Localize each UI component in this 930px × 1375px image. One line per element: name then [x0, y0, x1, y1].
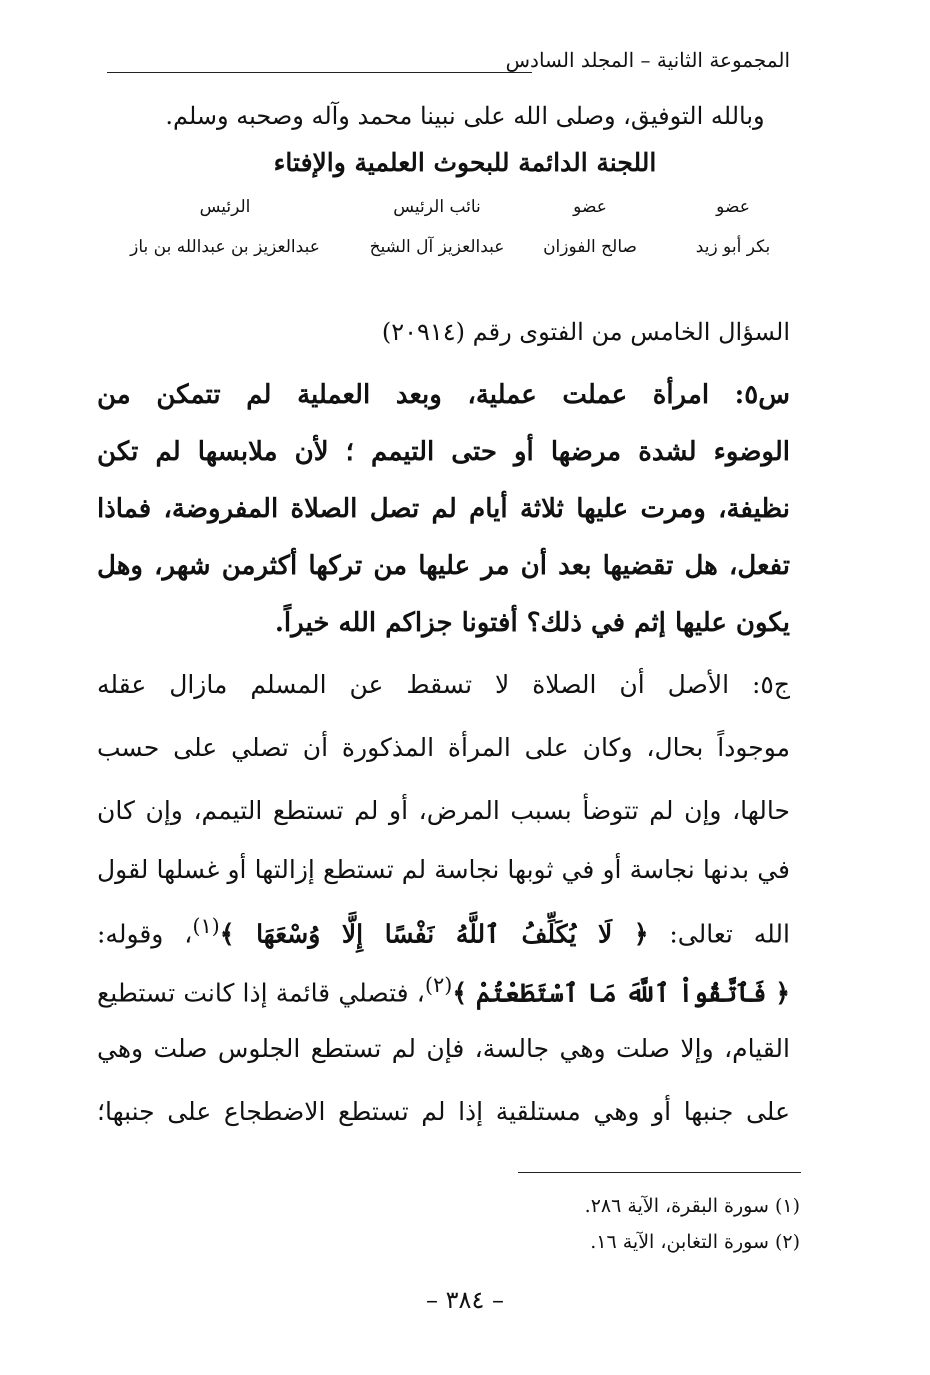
question-line: يكون عليها إثم في ذلك؟ أفتونا جزاكم الله خيراً. — [274, 608, 790, 638]
closing-line: وبالله التوفيق، وصلى الله على نبينا محمد وآله وصحبه وسلم. — [165, 102, 765, 130]
signatory-name: بكر أبو زيد — [695, 237, 771, 257]
answer-line: القيام، وإلا صلت وهي جالسة، فإن لم تستطع الجلوس صلت وهي — [97, 1034, 790, 1063]
committee-title: اللجنة الدائمة للبحوث العلمية والإفتاء — [273, 148, 657, 177]
question-line: تفعل، هل تقضيها بعد أن مر عليها من تركها أكثرمن شهر، وهل — [97, 551, 790, 581]
running-header: المجموعة الثانية – المجلد السادس — [505, 48, 790, 72]
footnote-ref: (١) — [192, 914, 220, 938]
question-line: الوضوء لشدة مرضها أو حتى التيمم ؛ لأن ملابسها لم تكن — [97, 437, 790, 467]
footnote-rule — [518, 1172, 801, 1173]
answer-line-with-ayah — [97, 973, 790, 1007]
quran-verse: ﴿ فَٱتَّقُواْ ٱللَّهَ مَا ٱسْتَطَعْتُمْ ﴾ — [452, 978, 790, 1008]
answer-line: موجوداً بحال، وكان على المرأة المذكورة أن تصلي على حسب — [97, 733, 790, 762]
answer-text: ، فتصلي قائمة إذا كانت تستطيع — [97, 978, 425, 1008]
signatory-name: صالح الفوزان — [543, 237, 637, 257]
answer-line: على جنبها أو وهي مستلقية إذا لم تستطع الاضطجاع على جنبها؛ — [97, 1097, 790, 1126]
question-line: س٥: امرأة عملت عملية، وبعد العملية لم تتمكن من — [97, 380, 790, 410]
footnote-ref: (٢) — [424, 973, 453, 997]
answer-text: ، وقوله: — [97, 919, 193, 949]
header-rule — [107, 72, 532, 73]
signatory-name: عبدالعزيز آل الشيخ — [369, 237, 505, 257]
answer-line-with-ayah — [97, 914, 790, 948]
signatory-role: نائب الرئيس — [393, 197, 481, 217]
answer-line: في بدنها نجاسة أو في ثوبها نجاسة لم تستطع إزالتها أو غسلها لقول — [97, 855, 790, 884]
signatory-role: عضو — [573, 197, 607, 217]
signatory-role: عضو — [716, 197, 750, 217]
answer-text: الله تعالى: — [648, 919, 790, 949]
signatory-role: الرئيس — [199, 197, 251, 217]
quran-verse: ﴿ لَا يُكَلِّفُ ٱللَّهُ نَفْسًا إِلَّا وُسْعَهَا ﴾ — [219, 919, 649, 949]
footnote: (٢) سورة التغابن، الآية ١٦. — [590, 1231, 800, 1253]
question-heading: السؤال الخامس من الفتوى رقم (٢٠٩١٤) — [381, 318, 790, 346]
page-number: – ٣٨٤ – — [426, 1286, 504, 1314]
question-line: نظيفة، ومرت عليها ثلاثة أيام لم تصل الصلاة المفروضة، فماذا — [97, 494, 790, 524]
signatory-name: عبدالعزيز بن عبدالله بن باز — [130, 237, 320, 257]
answer-line: ج٥: الأصل أن الصلاة لا تسقط عن المسلم مازال عقله — [97, 670, 790, 699]
footnote: (١) سورة البقرة، الآية ٢٨٦. — [584, 1195, 800, 1217]
answer-line: حالها، وإن لم تتوضأ بسبب المرض، أو لم تستطع التيمم، وإن كان — [97, 796, 790, 825]
